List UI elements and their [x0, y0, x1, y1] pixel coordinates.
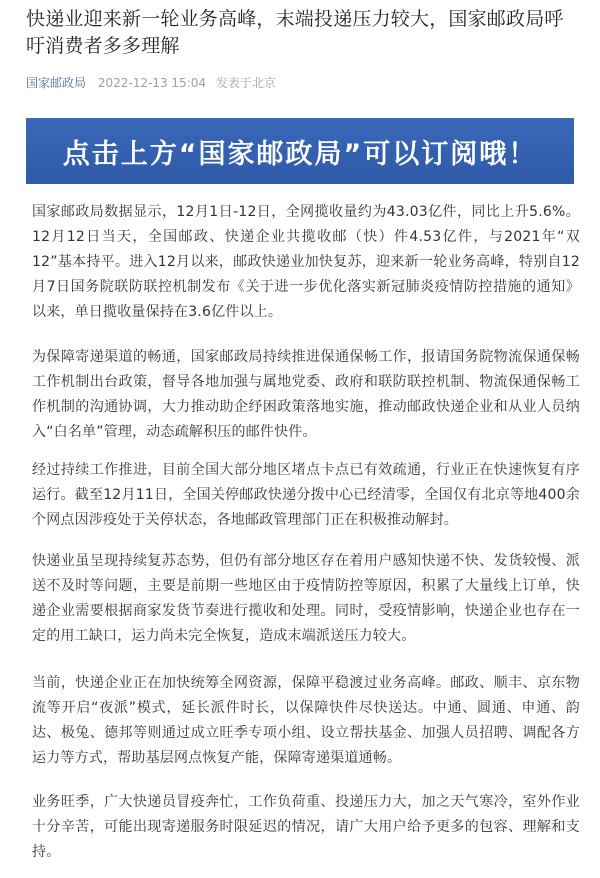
source-account-link[interactable]: 国家邮政局 — [26, 76, 87, 90]
subscribe-banner-text: 点击上方“国家邮政局”可以订阅哦！ — [62, 138, 538, 170]
subscribe-banner[interactable] — [26, 118, 574, 184]
paragraph-4: 快递业虽呈现持续复苏态势，但仍有部分地区存在着用户感知快递不快、发货较慢、派送不及时等问题，主要是前期一些地区由于疫情防控等原因，积累了大量线上订单，快递企业需要根据商家发货节奏进行揽收和处理。同时，受疫情影响，快递企业也存在一定的用工缺口，运力尚未完全恢复，造成末端派送压力较大。 — [32, 553, 580, 644]
article-meta — [26, 74, 276, 91]
publish-time: 2022-12-13 15:04 — [97, 76, 206, 90]
paragraph-2: 为保障寄递渠道的畅通，国家邮政局持续推进保通保畅工作，报请国务院物流保通保畅工作机制出台政策，督导各地加强与属地党委、政府和联防联控机制、物流保通保畅工作机制的沟通协调，大力推动助企纾困政策落地实施，推动邮政快递企业和从业人员纳入“白名单”管理，动态疏解积压的邮件快件。 — [32, 349, 580, 440]
paragraph-6: 业务旺季，广大快递员冒疫奔忙，工作负荷重、投递压力大，加之天气寒冷，室外作业十分辛苦，可能出现寄递服务时限延迟的情况，请广大用户给予更多的包容、理解和支持。 — [32, 794, 580, 860]
article-title: 快递业迎来新一轮业务高峰，末端投递压力较大，国家邮政局呼吁消费者多多理解 — [26, 8, 564, 57]
paragraph-1: 国家邮政局数据显示，12月1日-12日，全网揽收量约为43.03亿件，同比上升5.6%。12月12日当天，全国邮政、快递企业共揽收邮（快）件4.53亿件，与2021年“双12”基本持平。进入12月以来，邮政快递业加快复苏，迎来新一轮业务高峰，特别自12月7日国务院联防联控机制发布《关于进一步优化落实新冠肺炎疫情防控措施的通知》以来，单日揽收量保持在3.6亿件以上。 — [32, 204, 580, 320]
paragraph-3: 经过持续工作推进，目前全国大部分地区堵点卡点已有效疏通，行业正在快速恢复有序运行。截至12月11日，全国关停邮政快递分拨中心已经清零，全国仅有北京等地400余个网点因涉疫处于关停状态，各地邮政管理部门正在积极推动解封。 — [32, 462, 580, 528]
paragraph-5: 当前，快递企业正在加快统筹全网资源，保障平稳渡过业务高峰。邮政、顺丰、京东物流等开启“夜派”模式，延长派件时长，以保障快件尽快送达。中通、圆通、申通、韵达、极兔、德邦等则通过成立旺季专项小组、设立帮扶基金、加强人员招聘、调配各方运力等方式，帮助基层网点恢复产能，保障寄递渠道通畅。 — [32, 675, 580, 766]
publish-location: 发表于北京 — [215, 76, 276, 90]
